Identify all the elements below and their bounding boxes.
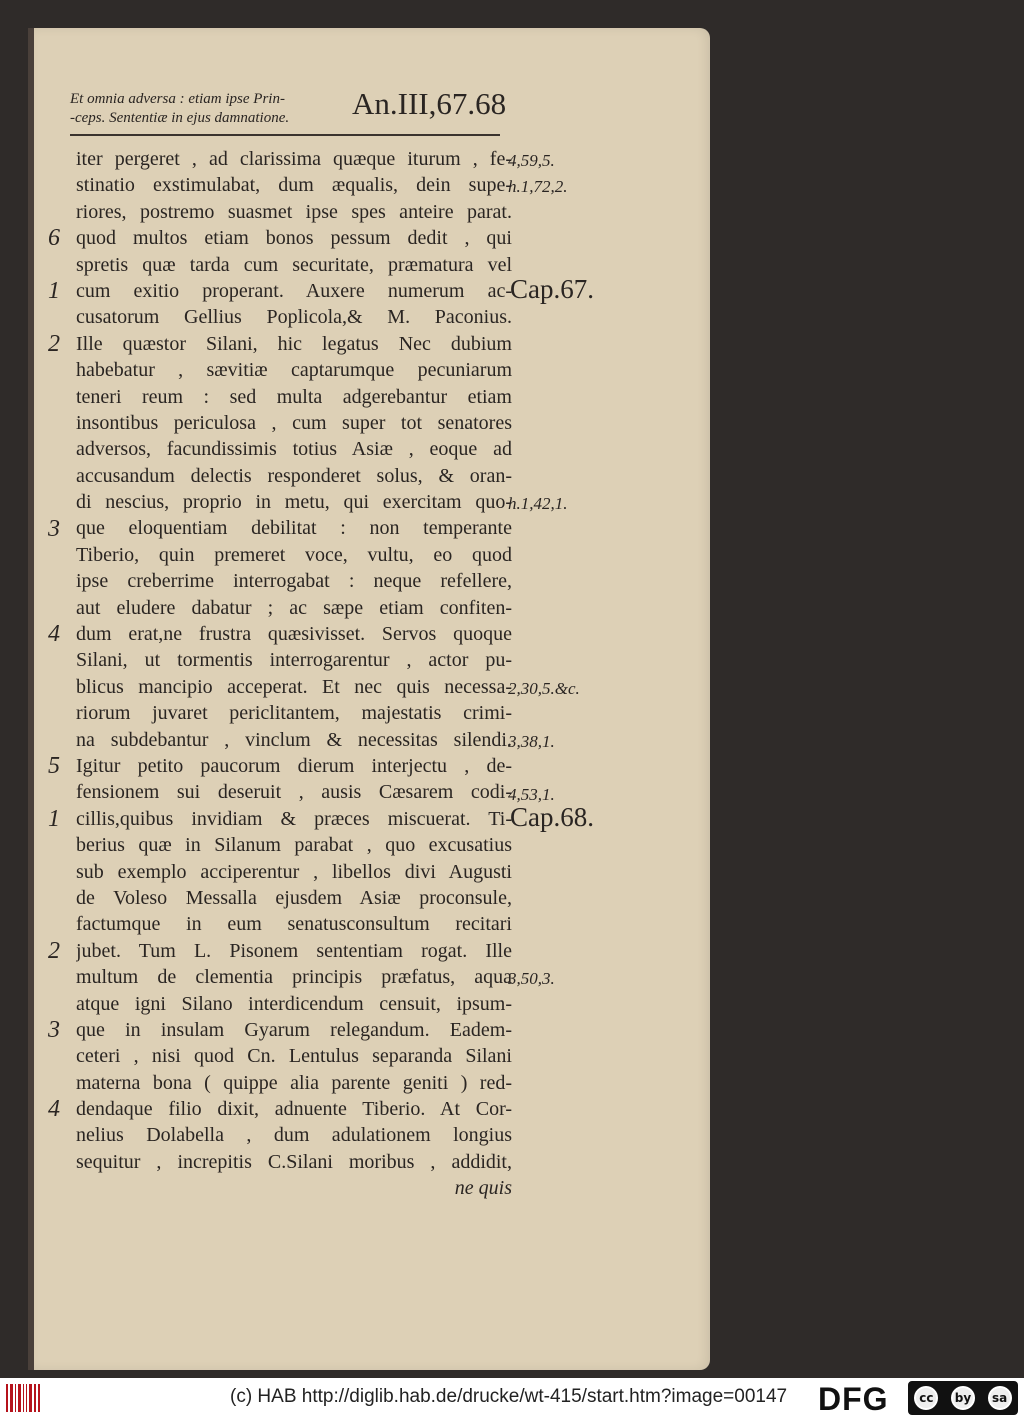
text-line: Igitur petito paucorum dierum interjectu , de-: [76, 754, 512, 777]
header-rule: [70, 134, 500, 136]
footer-bar: [0, 1378, 1024, 1418]
text-line: dendaque filio dixit, adnuente Tiberio. At Cor-: [76, 1098, 512, 1121]
text-line: riorum juvaret periclitantem, majestatis crimi-: [76, 702, 512, 725]
margin-reference: h.1,42,1.: [508, 494, 568, 514]
text-line: teneri reum : sed multa adgerebantur etiam: [76, 385, 512, 408]
text-line: berius quæ in Silanum parabat , quo excusatius: [76, 834, 512, 857]
cc-icon: cc: [914, 1386, 938, 1410]
text-line: jubet. Tum L. Pisonem sententiam rogat. Ille: [76, 939, 512, 962]
margin-reference: 4,59,5.: [508, 151, 555, 170]
running-head-line-2: -ceps. Sententiæ in ejus damnatione.: [70, 110, 290, 126]
body-text: [76, 146, 512, 1202]
text-line: adversos, facundissimis totius Asiæ , eoque ad: [76, 438, 512, 461]
text-line: spretis quæ tarda cum securitate, præmatura vel: [76, 253, 512, 276]
text-line: sequitur , increpitis C.Silani moribus , addidit,: [76, 1150, 512, 1173]
margin-reference: 3,38,1.: [508, 731, 555, 751]
margin-reference: 2,30,5.&c.: [508, 679, 580, 698]
section-number: 1: [48, 278, 60, 304]
text-line: que eloquentiam debilitat : non temperante: [76, 517, 512, 540]
text-line: Silani, ut tormentis interrogarentur , actor pu-: [76, 649, 512, 672]
chapter-marker: Cap.68.: [510, 802, 594, 832]
section-number: 3: [48, 1017, 60, 1044]
section-number: 1: [48, 806, 60, 832]
cc-license-icon[interactable]: [908, 1381, 1018, 1415]
text-line: de Voleso Messalla ejusdem Asiæ proconsule,: [76, 886, 512, 909]
section-number: 2: [48, 938, 60, 964]
margin-reference: 4,53,1.: [508, 784, 555, 804]
text-line: Ille quæstor Silani, hic legatus Nec dubium: [76, 332, 512, 355]
text-line: quod multos etiam bonos pessum dedit , qui: [76, 227, 512, 250]
text-line: fensionem sui deseruit , ausis Cæsarem codi-: [76, 781, 512, 804]
text-line: Tiberio, quin premeret voce, vultu, eo quod: [76, 543, 512, 566]
section-number: 4: [48, 1096, 60, 1123]
running-head-right: An.III,67.68: [352, 86, 507, 121]
text-line: dum erat,ne frustra quæsivisset. Servos quoque: [76, 623, 512, 646]
text-line: riores, postremo suasmet ipse spes anteire parat.: [76, 200, 512, 223]
dfg-logo: DFG: [818, 1381, 889, 1417]
text-line: blicus mancipio acceperat. Et nec quis necessa-: [76, 675, 512, 698]
text-line: insontibus periculosa , cum super tot senatores: [76, 411, 512, 434]
text-line: iter pergeret , ad clarissima quæque iturum , fe-: [76, 148, 512, 170]
running-head-line-1: Et omnia adversa : etiam ipse Prin-: [70, 91, 285, 107]
margin-reference: h.1,72,2.: [508, 177, 568, 197]
text-line: na subdebantur , vinclum & necessitas silendi.: [76, 728, 512, 751]
text-line: que in insulam Gyarum relegandum. Eadem-: [76, 1018, 512, 1041]
text-line: nelius Dolabella , dum adulationem longius: [76, 1124, 512, 1147]
running-head-left: [70, 90, 350, 128]
copyright-link[interactable]: (c) HAB http://diglib.hab.de/drucke/wt-415/start.htm?image=00147: [230, 1386, 788, 1407]
margin-reference: 3,50,3.: [508, 969, 555, 989]
text-line: accusandum delectis responderet solus, & oran-: [76, 464, 512, 487]
text-line: habebatur , sævitiæ captarumque pecuniarum: [76, 359, 512, 382]
chapter-marker: Cap.67.: [510, 274, 594, 304]
section-number: 4: [48, 621, 60, 648]
text-line: ne quis: [454, 1177, 512, 1200]
text-line: ceteri , nisi quod Cn. Lentulus separanda Silani: [76, 1045, 512, 1068]
section-number: 5: [48, 753, 60, 780]
by-icon: by: [951, 1386, 975, 1410]
text-line: aut eludere dabatur ; ac sæpe etiam confiten-: [76, 596, 512, 619]
text-line: di nescius, proprio in metu, qui exercitam quo-: [76, 491, 512, 514]
section-number: 2: [48, 330, 60, 357]
barcode-icon: [6, 1384, 40, 1412]
text-line: atque igni Silano interdicendum censuit, ipsum-: [76, 992, 512, 1015]
text-line: sub exemplo acciperentur , libellos divi Augusti: [76, 860, 512, 883]
text-line: stinatio exstimulabat, dum æqualis, dein supe-: [76, 174, 512, 197]
text-line: cum exitio properant. Auxere numerum ac-: [76, 279, 512, 302]
sa-icon: sa: [988, 1386, 1012, 1410]
section-number: 6: [48, 225, 60, 252]
text-line: factumque in eum senatusconsultum recitari: [76, 913, 512, 936]
text-line: materna bona ( quippe alia parente geniti ) red-: [76, 1071, 512, 1094]
text-line: multum de clementia principis præfatus, aqua: [76, 966, 512, 989]
text-line: cillis,quibus invidiam & præces miscuerat. Ti-: [76, 807, 512, 830]
text-line: cusatorum Gellius Poplicola,& M. Paconius.: [76, 306, 512, 329]
section-number: 3: [48, 515, 60, 542]
text-line: ipse creberrime interrogabat : neque refellere,: [76, 570, 512, 593]
